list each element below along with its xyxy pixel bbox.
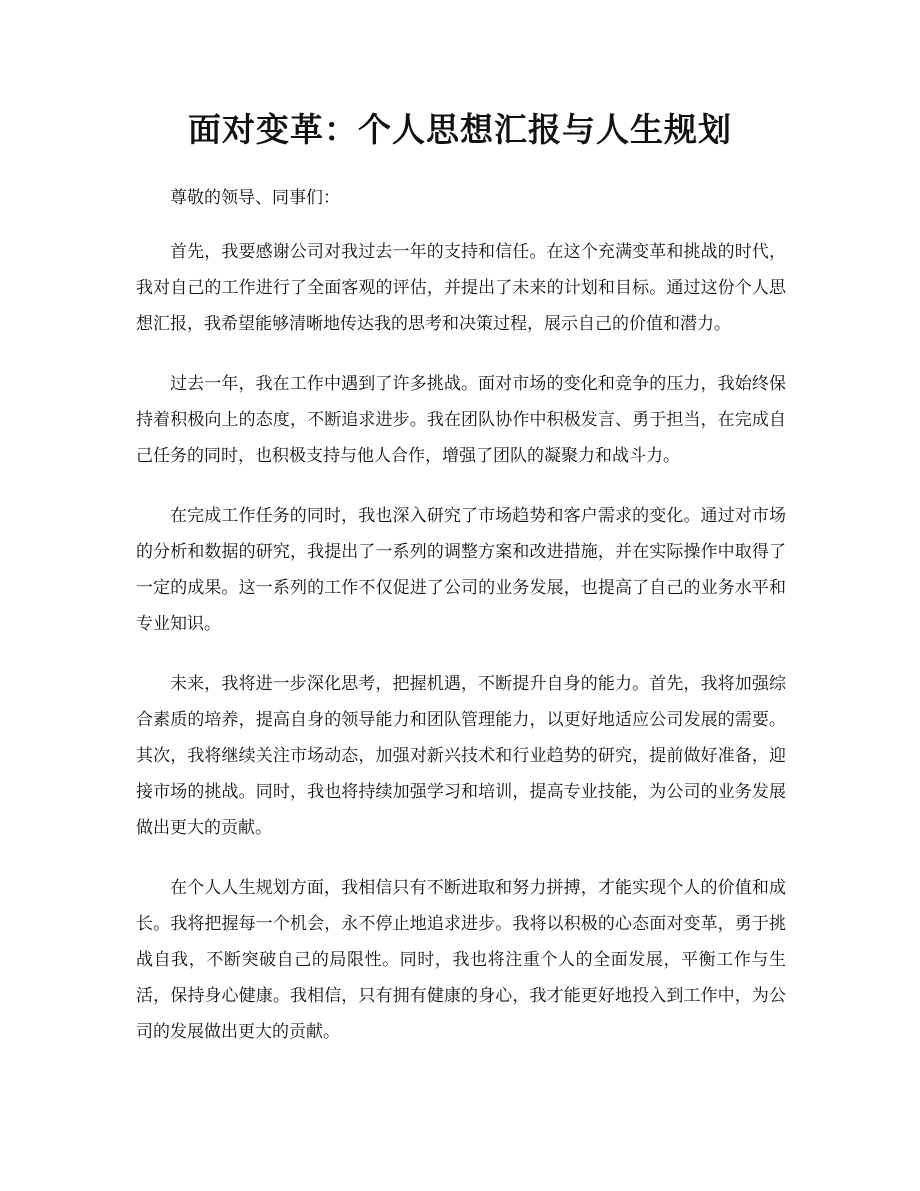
paragraph: 未来，我将进一步深化思考，把握机遇，不断提升自身的能力。首先，我将加强综合素质的培养，提高自身的领导能力和团队管理能力，以更好地适应公司发展的需要。其次，我将继续关注市场动态，加强对新兴技术和行业趋势的研究，提前做好准备，迎接市场的挑战。同时，我也将持续加强学习和培训，提高专业技能，为公司的业务发展做出更大的贡献。 — [136, 674, 786, 838]
paragraph: 过去一年，我在工作中遇到了许多挑战。面对市场的变化和竞争的压力，我始终保持着积极向上的态度，不断追求进步。我在团队协作中积极发言、勇于担当，在完成自己任务的同时，也积极支持与他人合作，增强了团队的凝聚力和战斗力。 — [136, 374, 786, 466]
document-title: 面对变革：个人思想汇报与人生规划 — [188, 110, 732, 149]
paragraph: 在个人人生规划方面，我相信只有不断进取和努力拼搏，才能实现个人的价值和成长。我将把握每一个机会，永不停止地追求进步。我将以积极的心态面对变革，勇于挑战自我，不断突破自己的局限性。同时，我也将注重个人的全面发展，平衡工作与生活，保持身心健康。我相信，只有拥有健康的身心，我才能更好地投入到工作中，为公司的发展做出更大的贡献。 — [136, 878, 786, 1042]
paragraph: 首先，我要感谢公司对我过去一年的支持和信任。在这个充满变革和挑战的时代，我对自己的工作进行了全面客观的评估，并提出了未来的计划和目标。通过这份个人思想汇报，我希望能够清晰地传达我的思考和决策过程，展示自己的价值和潜力。 — [136, 242, 786, 334]
paragraph: 在完成工作任务的同时，我也深入研究了市场趋势和客户需求的变化。通过对市场的分析和数据的研究，我提出了一系列的调整方案和改进措施，并在实际操作中取得了一定的成果。这一系列的工作不仅促进了公司的业务发展，也提高了自己的业务水平和专业知识。 — [136, 506, 786, 634]
document-body — [136, 180, 786, 1074]
greeting-line: 尊敬的领导、同事们： — [170, 188, 340, 208]
